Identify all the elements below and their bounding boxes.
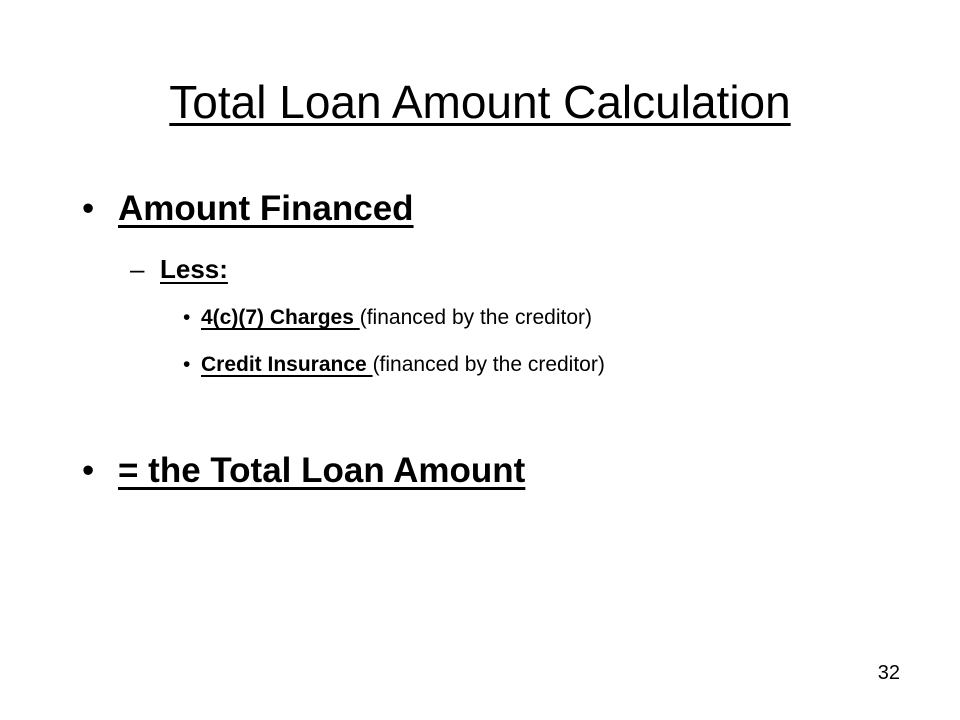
sub-bullet-less — [130, 253, 228, 285]
item-note: (financed by the creditor) — [372, 353, 605, 376]
slide-title — [0, 74, 960, 130]
bullet-marker: • — [82, 189, 95, 228]
item-label: 4(c)(7) Charges — [201, 306, 360, 329]
page-number: 32 — [877, 662, 900, 684]
bullet-marker: • — [183, 353, 191, 376]
bullet-amount-financed — [82, 188, 414, 230]
slide-title-text: Total Loan Amount Calculation — [169, 76, 791, 128]
sub-bullet-label: Less: — [160, 254, 228, 284]
bullet-label: Amount Financed — [118, 189, 414, 228]
bullet-marker: • — [82, 451, 95, 490]
dash-marker: – — [130, 254, 145, 284]
item-label: Credit Insurance — [201, 353, 373, 376]
bullet-total-loan-amount — [82, 450, 525, 492]
bullet-marker: • — [183, 306, 191, 329]
item-credit-insurance — [183, 352, 605, 378]
item-note: (financed by the creditor) — [359, 306, 593, 329]
item-4c7-charges — [183, 305, 592, 331]
bullet-label: = the Total Loan Amount — [118, 451, 526, 490]
